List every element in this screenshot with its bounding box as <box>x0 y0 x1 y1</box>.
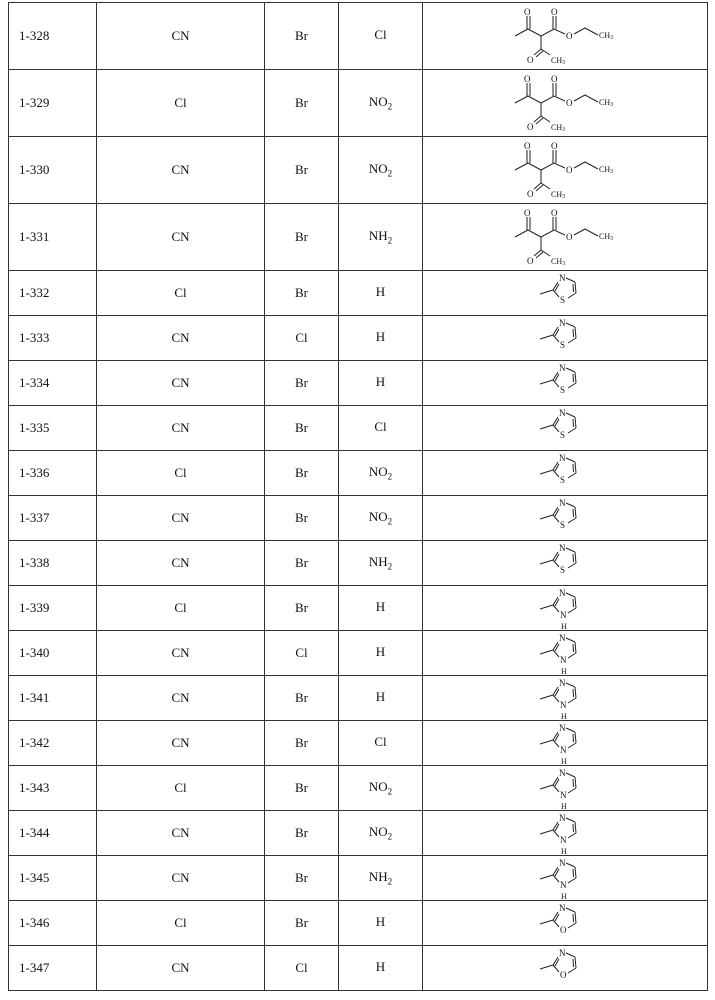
table-row <box>9 766 708 811</box>
nitrogen-label: N <box>559 273 566 283</box>
hydrogen-label: H <box>561 847 567 855</box>
heteroatom-label: S <box>560 295 565 305</box>
oxygen-label: O <box>527 55 534 65</box>
r3-cell: H <box>339 271 423 316</box>
substituent-structure-cell <box>423 70 708 137</box>
r3-cell: Cl <box>339 3 423 70</box>
table-row <box>9 316 708 361</box>
heteroatom-label: N <box>560 790 567 800</box>
r2-cell: Cl <box>265 946 339 991</box>
table-row <box>9 901 708 946</box>
oxygen-label: O <box>566 165 573 175</box>
r2-cell: Br <box>265 766 339 811</box>
nitrogen-label: N <box>559 543 566 553</box>
heteroatom-label: O <box>560 925 567 935</box>
imidazole-structure <box>535 632 595 675</box>
compound-id: 1-342 <box>9 721 97 766</box>
table-row <box>9 676 708 721</box>
compound-id: 1-340 <box>9 631 97 676</box>
hydrogen-label: H <box>561 802 567 810</box>
substituent-structure-cell <box>423 361 708 406</box>
table-row <box>9 137 708 204</box>
hydrogen-label: H <box>561 757 567 765</box>
nitrogen-label: N <box>559 408 566 418</box>
r2-cell: Br <box>265 3 339 70</box>
r3-cell: NO2 <box>339 70 423 137</box>
table-row <box>9 70 708 137</box>
compound-id: 1-338 <box>9 541 97 586</box>
r1-cell: CN <box>97 541 265 586</box>
r2-cell: Br <box>265 406 339 451</box>
r1-cell: Cl <box>97 901 265 946</box>
nitrogen-label: N <box>559 768 566 778</box>
r3-cell: NH2 <box>339 541 423 586</box>
table-row <box>9 946 708 991</box>
r1-cell: Cl <box>97 451 265 496</box>
oxazole-structure <box>535 947 595 990</box>
r1-cell: Cl <box>97 271 265 316</box>
r1-cell: CN <box>97 406 265 451</box>
methyl-label: CH3 <box>551 123 565 133</box>
oxygen-label: O <box>524 7 531 17</box>
heteroatom-label: S <box>560 430 565 440</box>
thiazole-structure <box>535 362 595 405</box>
oxygen-label: O <box>551 7 558 17</box>
r2-cell: Br <box>265 901 339 946</box>
thiazole-structure <box>535 497 595 540</box>
compound-id: 1-328 <box>9 3 97 70</box>
substituent-structure-cell <box>423 676 708 721</box>
substituent-structure-cell <box>423 496 708 541</box>
substituent-structure-cell <box>423 901 708 946</box>
nitrogen-label: N <box>559 813 566 823</box>
r2-cell: Cl <box>265 631 339 676</box>
r3-cell: H <box>339 631 423 676</box>
r2-cell: Br <box>265 721 339 766</box>
substituent-structure-cell <box>423 406 708 451</box>
r2-cell: Cl <box>265 316 339 361</box>
compound-id: 1-332 <box>9 271 97 316</box>
r2-cell: Br <box>265 856 339 901</box>
substituent-structure-cell <box>423 137 708 204</box>
compound-id: 1-344 <box>9 811 97 856</box>
oxygen-label: O <box>524 208 531 218</box>
substituent-structure-cell <box>423 721 708 766</box>
nitrogen-label: N <box>559 678 566 688</box>
r3-cell: H <box>339 316 423 361</box>
r2-cell: Br <box>265 361 339 406</box>
oxygen-label: O <box>566 232 573 242</box>
compound-id: 1-329 <box>9 70 97 137</box>
oxygen-label: O <box>566 98 573 108</box>
ketoester-structure <box>510 6 620 66</box>
table-row <box>9 586 708 631</box>
substituent-structure-cell <box>423 271 708 316</box>
r2-cell: Br <box>265 541 339 586</box>
imidazole-structure <box>535 722 595 765</box>
r1-cell: CN <box>97 316 265 361</box>
oxygen-label: O <box>524 74 531 84</box>
table-row <box>9 496 708 541</box>
hydrogen-label: H <box>561 667 567 675</box>
nitrogen-label: N <box>559 633 566 643</box>
nitrogen-label: N <box>559 588 566 598</box>
r3-cell: NH2 <box>339 856 423 901</box>
compound-id: 1-346 <box>9 901 97 946</box>
heteroatom-label: N <box>560 700 567 710</box>
r3-cell: H <box>339 946 423 991</box>
r1-cell: CN <box>97 204 265 271</box>
oxygen-label: O <box>524 141 531 151</box>
r2-cell: Br <box>265 811 339 856</box>
heteroatom-label: S <box>560 340 565 350</box>
table-row <box>9 271 708 316</box>
r1-cell: CN <box>97 496 265 541</box>
hydrogen-label: H <box>561 622 567 630</box>
oxygen-label: O <box>527 189 534 199</box>
compound-id: 1-343 <box>9 766 97 811</box>
r3-cell: NH2 <box>339 204 423 271</box>
r1-cell: CN <box>97 137 265 204</box>
nitrogen-label: N <box>559 723 566 733</box>
table-row <box>9 631 708 676</box>
substituent-structure-cell <box>423 316 708 361</box>
table-row <box>9 856 708 901</box>
table-row <box>9 451 708 496</box>
hydrogen-label: H <box>561 892 567 900</box>
substituent-structure-cell <box>423 631 708 676</box>
nitrogen-label: N <box>559 903 566 913</box>
imidazole-structure <box>535 767 595 810</box>
r1-cell: CN <box>97 361 265 406</box>
methyl-label: CH3 <box>599 31 613 41</box>
substituent-structure-cell <box>423 766 708 811</box>
nitrogen-label: N <box>559 318 566 328</box>
substituent-structure-cell <box>423 811 708 856</box>
nitrogen-label: N <box>559 858 566 868</box>
r1-cell: CN <box>97 811 265 856</box>
compound-table <box>8 2 708 991</box>
r1-cell: CN <box>97 856 265 901</box>
r3-cell: NO2 <box>339 451 423 496</box>
r3-cell: H <box>339 586 423 631</box>
r3-cell: H <box>339 901 423 946</box>
compound-id: 1-345 <box>9 856 97 901</box>
oxygen-label: O <box>527 122 534 132</box>
imidazole-structure <box>535 677 595 720</box>
heteroatom-label: N <box>560 880 567 890</box>
r2-cell: Br <box>265 70 339 137</box>
methyl-label: CH3 <box>551 257 565 267</box>
table-row <box>9 406 708 451</box>
r1-cell: CN <box>97 631 265 676</box>
r3-cell: NO2 <box>339 496 423 541</box>
compound-id: 1-341 <box>9 676 97 721</box>
compound-id: 1-333 <box>9 316 97 361</box>
substituent-structure-cell <box>423 856 708 901</box>
heteroatom-label: S <box>560 385 565 395</box>
thiazole-structure <box>535 452 595 495</box>
oxygen-label: O <box>551 208 558 218</box>
table-row <box>9 721 708 766</box>
substituent-structure-cell <box>423 204 708 271</box>
imidazole-structure <box>535 857 595 900</box>
r2-cell: Br <box>265 271 339 316</box>
r1-cell: CN <box>97 676 265 721</box>
heteroatom-label: S <box>560 520 565 530</box>
thiazole-structure <box>535 407 595 450</box>
heteroatom-label: S <box>560 475 565 485</box>
table-row <box>9 811 708 856</box>
methyl-label: CH3 <box>599 232 613 242</box>
r3-cell: NO2 <box>339 811 423 856</box>
thiazole-structure <box>535 542 595 585</box>
heteroatom-label: S <box>560 565 565 575</box>
r1-cell: CN <box>97 3 265 70</box>
nitrogen-label: N <box>559 453 566 463</box>
table-row <box>9 204 708 271</box>
r1-cell: Cl <box>97 70 265 137</box>
compound-id: 1-335 <box>9 406 97 451</box>
table-row <box>9 361 708 406</box>
r2-cell: Br <box>265 204 339 271</box>
thiazole-structure <box>535 317 595 360</box>
compound-id: 1-330 <box>9 137 97 204</box>
methyl-label: CH3 <box>599 98 613 108</box>
r1-cell: CN <box>97 721 265 766</box>
compound-id: 1-347 <box>9 946 97 991</box>
table-row <box>9 3 708 70</box>
methyl-label: CH3 <box>599 165 613 175</box>
imidazole-structure <box>535 812 595 855</box>
r3-cell: H <box>339 676 423 721</box>
r3-cell: H <box>339 361 423 406</box>
table-row <box>9 541 708 586</box>
methyl-label: CH3 <box>551 56 565 66</box>
heteroatom-label: N <box>560 835 567 845</box>
r2-cell: Br <box>265 496 339 541</box>
r2-cell: Br <box>265 451 339 496</box>
heteroatom-label: N <box>560 655 567 665</box>
r1-cell: CN <box>97 946 265 991</box>
hydrogen-label: H <box>561 712 567 720</box>
nitrogen-label: N <box>559 363 566 373</box>
compound-id: 1-334 <box>9 361 97 406</box>
oxygen-label: O <box>527 256 534 266</box>
r1-cell: Cl <box>97 586 265 631</box>
methyl-label: CH3 <box>551 190 565 200</box>
r2-cell: Br <box>265 586 339 631</box>
r1-cell: Cl <box>97 766 265 811</box>
compound-id: 1-339 <box>9 586 97 631</box>
substituent-structure-cell <box>423 586 708 631</box>
oxygen-label: O <box>551 74 558 84</box>
substituent-structure-cell <box>423 3 708 70</box>
r3-cell: Cl <box>339 406 423 451</box>
heteroatom-label: N <box>560 745 567 755</box>
thiazole-structure <box>535 272 595 315</box>
r3-cell: NO2 <box>339 137 423 204</box>
r3-cell: Cl <box>339 721 423 766</box>
compound-id: 1-336 <box>9 451 97 496</box>
ketoester-structure <box>510 73 620 133</box>
r2-cell: Br <box>265 676 339 721</box>
heteroatom-label: O <box>560 970 567 980</box>
imidazole-structure <box>535 587 595 630</box>
substituent-structure-cell <box>423 541 708 586</box>
oxygen-label: O <box>566 31 573 41</box>
oxazole-structure <box>535 902 595 945</box>
compound-id: 1-337 <box>9 496 97 541</box>
ketoester-structure <box>510 140 620 200</box>
oxygen-label: O <box>551 141 558 151</box>
substituent-structure-cell <box>423 946 708 991</box>
r3-cell: NO2 <box>339 766 423 811</box>
nitrogen-label: N <box>559 948 566 958</box>
substituent-structure-cell <box>423 451 708 496</box>
r2-cell: Br <box>265 137 339 204</box>
heteroatom-label: N <box>560 610 567 620</box>
compound-id: 1-331 <box>9 204 97 271</box>
ketoester-structure <box>510 207 620 267</box>
nitrogen-label: N <box>559 498 566 508</box>
